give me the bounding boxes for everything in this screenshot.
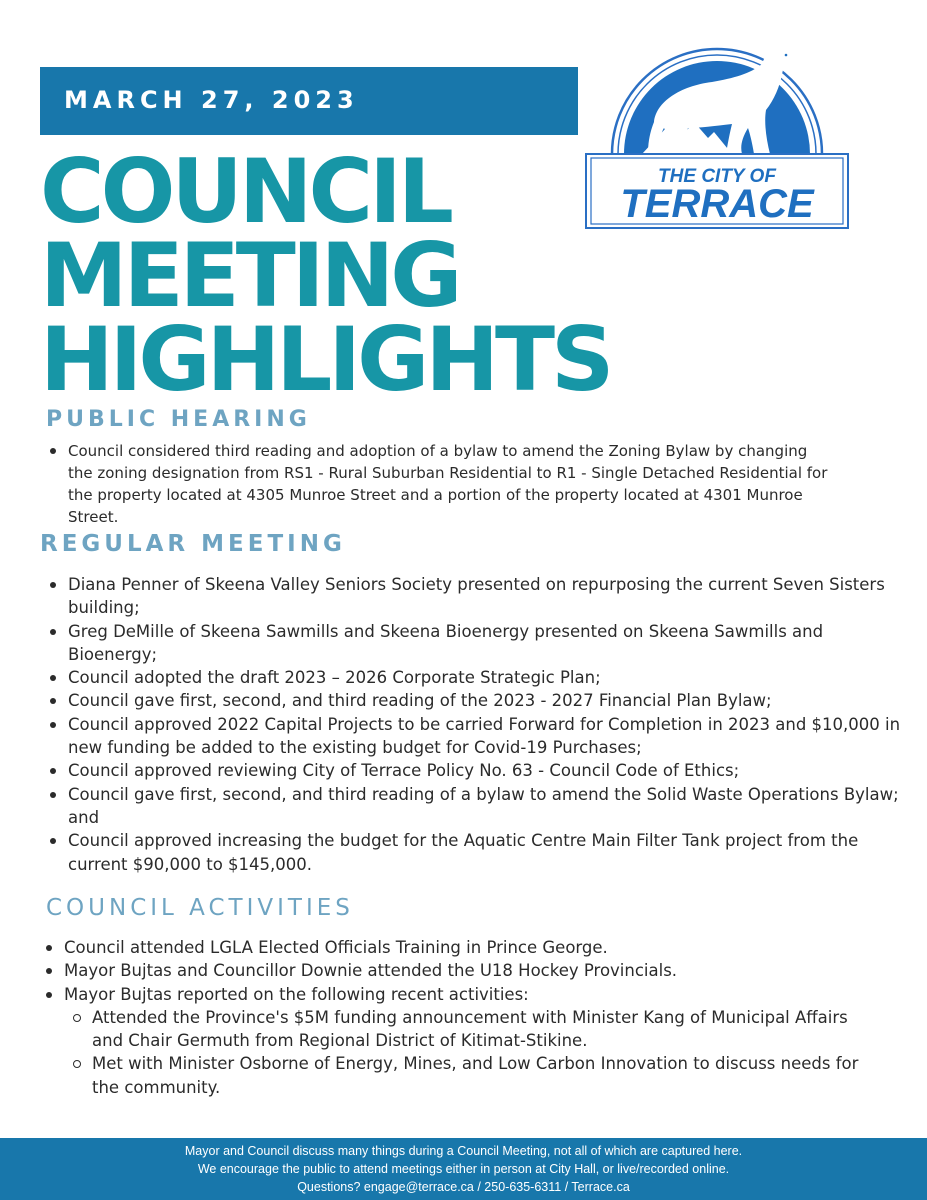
logo-line-2: TERRACE	[620, 182, 814, 226]
council-activities-list	[42, 936, 882, 1099]
regular-meeting-list	[46, 573, 906, 876]
title-line-3: HIGHLIGHTS	[40, 308, 611, 411]
list-item: Greg DeMille of Skeena Sawmills and Skeena Bioenergy presented on Skeena Sawmills and Bioenergy;	[46, 620, 906, 667]
regular-meeting-heading: REGULAR MEETING	[40, 531, 346, 557]
list-item: Council approved 2022 Capital Projects to be carried Forward for Completion in 2023 and $10,000 in new funding be added to the existing budget for Covid-19 Purchases;	[46, 713, 906, 760]
city-of-terrace-logo	[584, 42, 850, 232]
public-hearing-list	[46, 440, 836, 528]
list-item: Council approved increasing the budget for the Aquatic Centre Main Filter Tank project from the current $90,000 to $145,000.	[46, 829, 906, 876]
sub-list-item: Met with Minister Osborne of Energy, Mines, and Low Carbon Innovation to discuss needs for the community.	[64, 1052, 882, 1099]
footer-banner	[0, 1138, 927, 1200]
date-banner	[40, 67, 578, 135]
sub-list-item: Attended the Province's $5M funding announcement with Minister Kang of Municipal Affairs and Chair Germuth from Regional District of Kitimat-Stikine.	[64, 1006, 882, 1053]
logo-line-1: THE CITY OF	[658, 166, 776, 187]
sub-list	[64, 1006, 882, 1099]
list-item: Mayor Bujtas and Councillor Downie attended the U18 Hockey Provincials.	[42, 959, 882, 982]
meeting-date: MARCH 27, 2023	[64, 86, 359, 114]
list-item: Council adopted the draft 2023 – 2026 Corporate Strategic Plan;	[46, 666, 906, 689]
council-activities-heading: COUNCIL ACTIVITIES	[46, 895, 354, 921]
list-item: Council considered third reading and adoption of a bylaw to amend the Zoning Bylaw by changing the zoning designation from RS1 - Rural Suburban Residential to R1 - Single Detached Residential for the property located at 4305 Munroe Street and a portion of the property located at 4301 Munroe Street.	[46, 440, 836, 528]
list-item: Council gave first, second, and third reading of the 2023 - 2027 Financial Plan Bylaw;	[46, 689, 906, 712]
title-line-2: MEETING	[40, 224, 459, 327]
list-item: Council approved reviewing City of Terrace Policy No. 63 - Council Code of Ethics;	[46, 759, 906, 782]
public-hearing-heading: PUBLIC HEARING	[46, 407, 311, 432]
list-item-text: Mayor Bujtas reported on the following recent activities:	[64, 984, 529, 1004]
footer-line-1: Mayor and Council discuss many things during a Council Meeting, not all of which are captured here.	[184, 1144, 743, 1158]
list-item	[42, 983, 882, 1099]
list-item: Council attended LGLA Elected Officials Training in Prince George.	[42, 936, 882, 959]
page-title	[40, 140, 640, 411]
list-item: Council gave first, second, and third reading of a bylaw to amend the Solid Waste Operations Bylaw; and	[46, 783, 906, 830]
footer-line-2: We encourage the public to attend meetings either in person at City Hall, or live/recorded online.	[197, 1162, 730, 1176]
footer-line-3: Questions? engage@terrace.ca / 250-635-6311 / Terrace.ca	[297, 1180, 630, 1194]
title-line-1: COUNCIL	[40, 140, 450, 243]
list-item: Diana Penner of Skeena Valley Seniors Society presented on repurposing the current Seven Sisters building;	[46, 573, 906, 620]
